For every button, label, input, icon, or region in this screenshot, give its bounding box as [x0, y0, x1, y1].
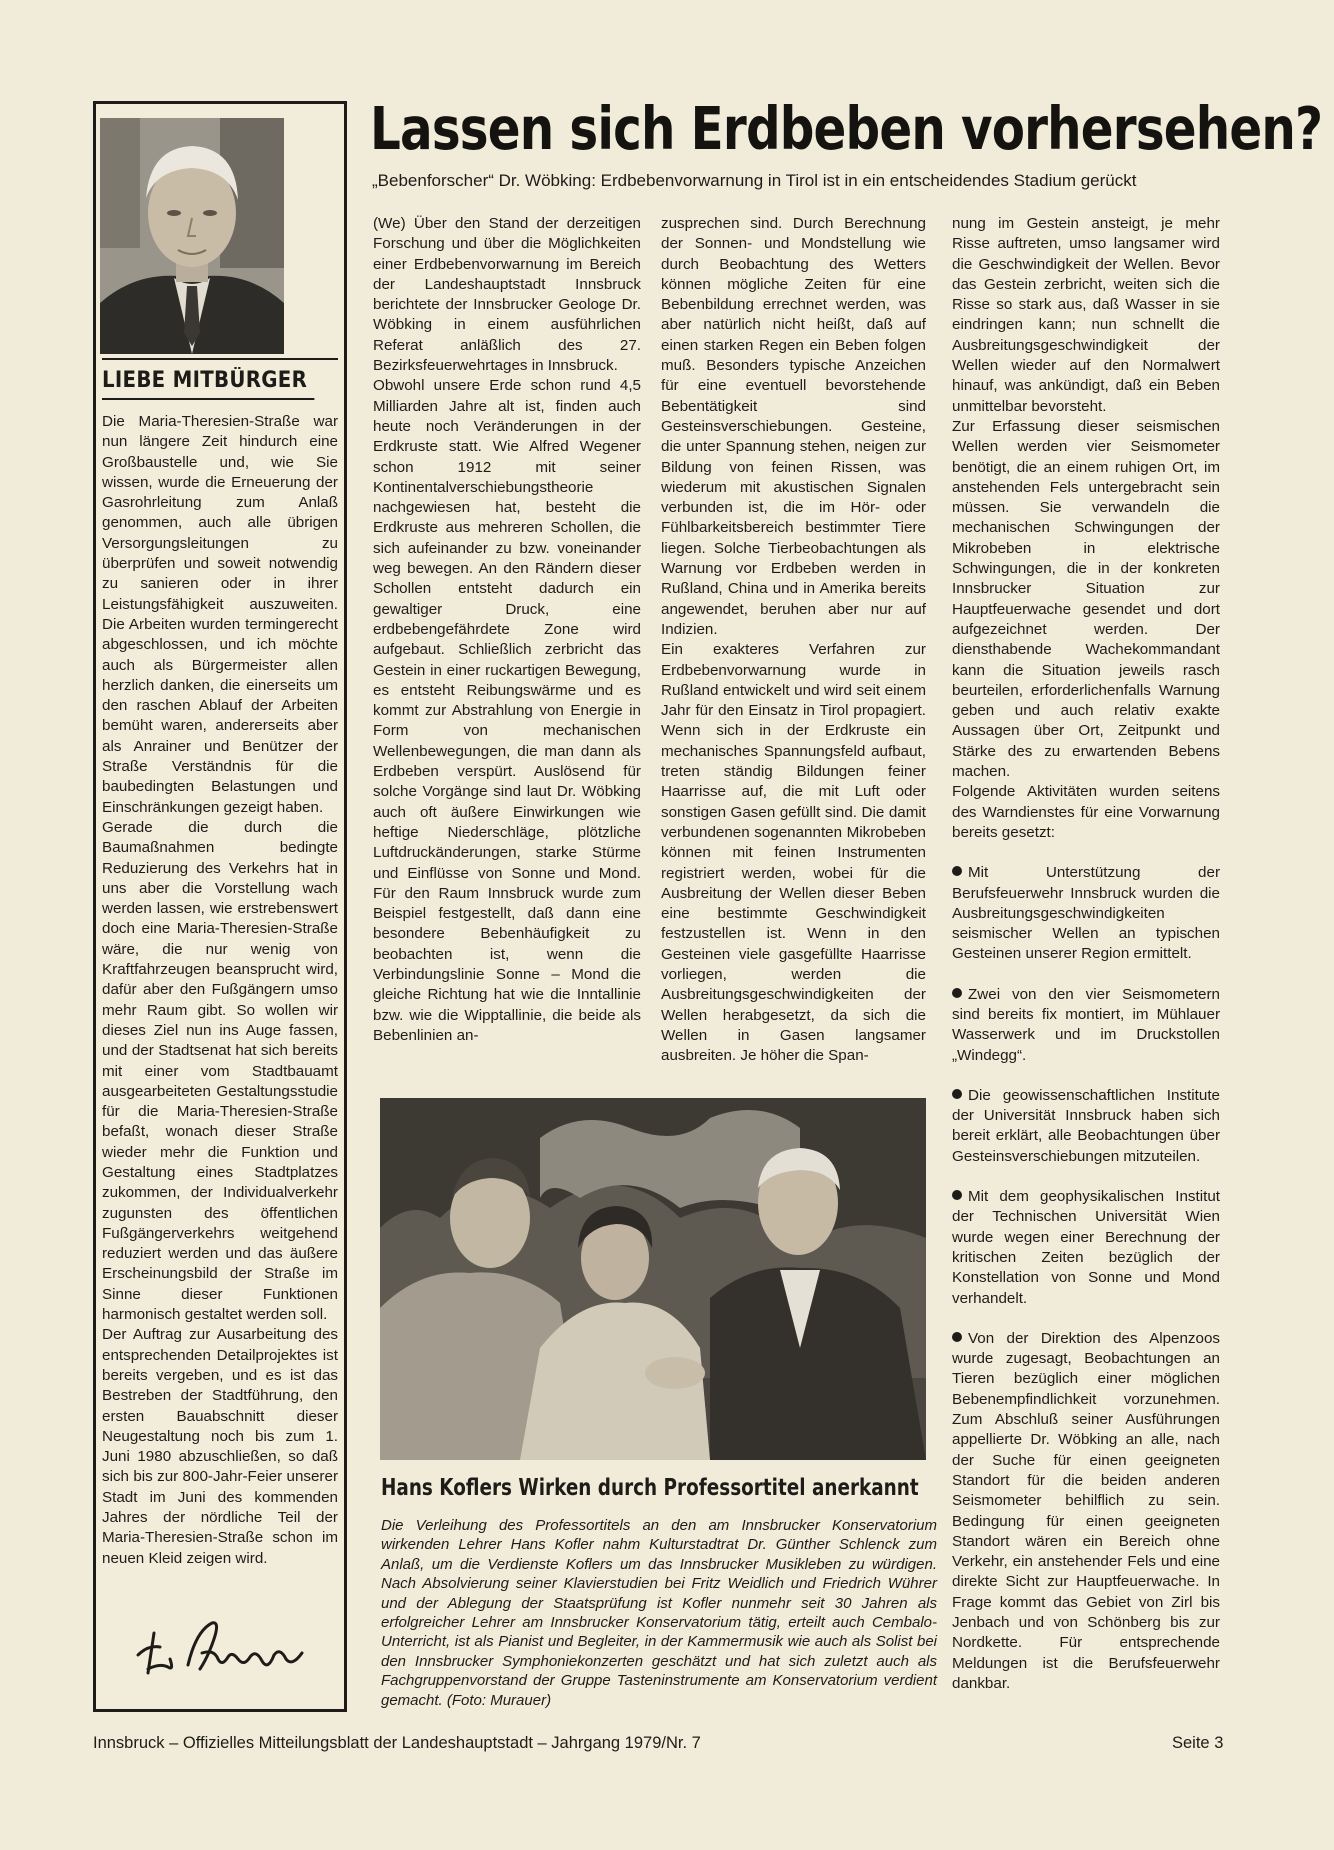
article-paragraph: zusprechen sind. Durch Berechnung der Sonnen- und Mondstellung wie durch Beobachtung des Wetters können mögliche Zeiten für eine Bebenbildung errechnet werden, was aber natürlich nicht heißt, daß auf einen starken Regen ein Beben folgen muß. Besonders typische Anzeichen für eine eventuell bevorstehende Bebentätigkeit sind Gesteinsverschiebungen. Gesteine, die unter Spannung stehen, neigen zur Bildung von feinen Rissen, was wiederum mit akustischen Signalen verbunden ist, die im Hör- oder Fühlbarkeitsbereich bestimmter Tiere liegen. Solche Tierbeobachtungen als Warnung vor Erdbeben werden in Rußland, China und in Amerika bereits angewendet, beruhen aber nur auf Indizien.: [661, 215, 926, 638]
bullet-dot-icon: [952, 1089, 962, 1099]
mayor-signature: [130, 1609, 320, 1684]
bullet-dot-icon: [952, 1190, 962, 1200]
bullet-text: Mit dem geophysikalischen Institut der Technischen Universität Wien wurde wegen einer Berechnung der kritischen Zeiten bezüglich der Konstellation von Sonne und Mond verhandelt.: [952, 1188, 1220, 1307]
bullet-dot-icon: [952, 988, 962, 998]
bullet-text: Zwei von den vier Seismometern sind bereits fix montiert, im Mühlauer Wasserwerk und im Druckstollen „Windegg“.: [952, 985, 1220, 1064]
sidebar-paragraph: Die Maria-Theresien-Straße war nun längere Zeit hindurch eine Großbaustelle und, wie Sie wissen, wurde die Erneuerung der Gasrohrleitung zum Anlaß genommen, auch alle übrigen Versorgungsleitungen zu überprüfen und soweit notwendig zu sanieren oder in ihrer Leistungsfähigkeit auszuweiten. Die Arbeiten wurden termingerecht abgeschlossen, und ich möchte auch als Bürgermeister allen herzlich danken, die einerseits um den raschen Ablauf der Arbeiten bemüht waren, andererseits aber als Anrainer und Benützer der Straße Verständnis für die baubedingten Belastungen und Einschränkungen gezeigt haben.: [102, 413, 338, 816]
bullet-item: [952, 1329, 1220, 1694]
article-subheadline: „Bebenforscher“ Dr. Wöbking: Erdbebenvorwarnung in Tirol ist in ein entscheidendes Stadium gerückt: [372, 171, 1137, 190]
article-paragraph: Zur Erfassung dieser seismischen Wellen werden vier Seismometer benötigt, die an einem ruhigen Ort, im anstehenden Fels untergebracht sein müssen. Sie verwandeln die mechanischen Schwingungen der Mikrobeben in elektrische Schwingungen, die in der konkreten Innsbrucker Situation zur Hauptfeuerwache gesendet und dort aufgezeichnet werden. Der diensthabende Wachekommandant kann die Situation jeweils rasch beurteilen, erforderlichenfalls Warnung geben und auch relativ exakte Aussagen über Ort, Zeitpunkt und Stärke des zu erwartenden Bebens machen.: [952, 417, 1220, 781]
bullet-dot-icon: [952, 1332, 962, 1342]
bullet-item: [952, 1086, 1220, 1167]
ceremony-photo: [380, 1098, 926, 1460]
mayor-portrait-photo: [100, 118, 284, 354]
bullet-item: [952, 985, 1220, 1066]
article-column-3: [952, 214, 1220, 1720]
article-headline: Lassen sich Erdbeben vorhersehen?: [370, 94, 1323, 163]
mayor-letter-box: [93, 101, 347, 1712]
bullet-item: [952, 1187, 1220, 1309]
page-number: Seite 3: [1172, 1734, 1224, 1752]
article-paragraph: Obwohl unsere Erde schon rund 4,5 Milliarden Jahre alt ist, finden auch heute noch Veränderungen in der Erdkruste statt. Wie Alfred Wegener schon 1912 mit seiner Kontinentalverschiebungstheorie nachgewiesen hat, besteht die Erdkruste aus mehreren Schollen, die sich aufeinander zu bzw. voneinander weg bewegen. An den Rändern dieser Schollen entsteht dadurch ein gewaltiger Druck, eine erdbebengefährdete Zone wird aufgebaut. Schließlich zerbricht das Gestein in einer ruckartigen Bewegung, es entsteht Reibungswärme und es kommt zur Abstrahlung von Energie in Form von mechanischen Wellenbewegungen, die man dann als Erdbeben verspürt. Auslösend für solche Vorgänge sind laut Dr. Wöbking auch oft äußere Einwirkungen wie heftige Niederschläge, plötzliche Luftdruckänderungen, starke Stürme und Einflüsse von Sonne und Mond. Für den Raum Innsbruck wurde zum Beispiel festgestellt, daß dann eine besondere Bebenhäufigkeit zu beobachten ist, wenn die Verbindungslinie Sonne – Mond die gleiche Richtung hat wie die Inntallinie bzw. wie die Wipptallinie, die beide als Bebenlinien an-: [373, 377, 641, 1044]
sidebar-heading: LIEBE MITBÜRGER: [102, 364, 314, 400]
bullet-text: Mit Unterstützung der Berufsfeuerwehr Innsbruck wurden die Ausbreitungsgeschwindigkeiten seismischer Wellen an typischen Gesteinen unserer Region ermittelt.: [952, 864, 1220, 963]
article-paragraph: nung im Gestein ansteigt, je mehr Risse auftreten, umso langsamer wird die Geschwindigkeit der Wellen. Bevor das Gestein zerbricht, weiten sich die Risse so stark aus, daß Wasser in sie eindringen kann; nun schnellt die Ausbreitungsgeschwindigkeit der Wellen wieder auf den Normalwert hinauf, was ankündigt, daß ein Beben unmittelbar bevorsteht.: [952, 215, 1220, 415]
bullet-text: Die geowissenschaftlichen Institute der Universität Innsbruck haben sich bereit erklärt, alle Beobachtungen über Gesteinsverschiebungen mitzuteilen.: [952, 1086, 1220, 1165]
article-paragraph: Ein exakteres Verfahren zur Erdbebenvorwarnung wurde in Rußland entwickelt und wird seit einem Jahr für den Einsatz in Tirol propagiert. Wenn sich in der Erdkruste ein mechanisches Spannungsfeld aufbaut, treten ständig Bildungen feiner Haarrisse auf, die mit Luft oder sonstigen Gasen gefüllt sind. Die damit verbundenen sogenannten Mikrobeben können mit feinen Instrumenten registriert werden, wobei für die Ausbreitung der Wellen dieser Beben eine bestimmte Geschwindigkeit festzustellen ist. Wenn in den Gesteinen viele gasgefüllte Haarrisse vorliegen, werden die Ausbreitungsgeschwindigkeiten der Wellen herabgesetzt, da sich die Wellen in Gasen langsamer ausbreiten. Je höher die Span-: [661, 641, 926, 1065]
article-column-1: [373, 214, 641, 1084]
bullet-item: [952, 863, 1220, 964]
sidebar-paragraph: Gerade die durch die Baumaßnahmen bedingte Reduzierung des Verkehrs hat in uns aber die Vorstellung wach werden lassen, wie erstrebenswert doch eine Maria-Theresien-Straße wäre, die nur wenig von Kraftfahrzeugen beansprucht wird, dafür aber den Fußgängern umso mehr Raum gibt. So wollen wir dieses Ziel nun ins Auge fassen, und der Stadtsenat hat sich bereits mit einer vom Stadtbauamt ausgearbeiteten Gestaltungsstudie für die Maria-Theresien-Straße befaßt, wonach dieser Straße wieder mehr die Funktion und Gestaltung eines Stadtplatzes zukommen, der Individualverkehr zugunsten des öffentlichen Fußgängerverkehrs weitgehend reduziert werden und das äußere Erscheinungsbild der Straße im Sinne dieser Funktionen harmonisch gestaltet werden soll.: [102, 818, 338, 1324]
bullet-text: Von der Direktion des Alpenzoos wurde zugesagt, Beobachtungen an Tieren bezüglich einer möglichen Bebenempfindlichkeit vorzunehmen. Zum Abschluß seiner Ausführungen appellierte Dr. Wöbking an alle, nach der Suche für einen geeigneten Standort für die beiden anderen Seismometer behilflich zu sein. Bedingung für einen geeigneten Standort wären ein Bereich ohne Verkehr, ein anstehender Fels und eine direkte Sicht zur Hauptfeuerwache. In Frage kommt das Gebiet von Zirl bis Jenbach und von Schönberg bis zur Nordkette. Für entsprechende Meldungen ist die Berufsfeuerwehr dankbar.: [952, 1329, 1220, 1692]
page-footer-publication: Innsbruck – Offizielles Mitteilungsblatt der Landeshauptstadt – Jahrgang 1979/Nr. 7: [93, 1734, 701, 1752]
sidebar-paragraph: Der Auftrag zur Ausarbeitung des entsprechenden Detailprojektes ist bereits vergeben, und es ist das Bestreben der Stadtführung, den ersten Bauabschnitt dieser Neugestaltung noch bis zum 1. Juni 1980 abzuschließen, so daß sich bis zur 800-Jahr-Feier unserer Stadt im Juni des kommenden Jahres der nördliche Teil der Maria-Theresien-Straße schon im neuen Kleid zeigen wird.: [102, 1326, 338, 1567]
article-paragraph: Folgende Aktivitäten wurden seitens des Warndienstes für eine Vorwarnung bereits gesetzt:: [952, 783, 1220, 841]
bullet-dot-icon: [952, 866, 962, 876]
article-paragraph: (We) Über den Stand der derzeitigen Forschung und über die Möglichkeiten einer Erdbebenvorwarnung im Bereich der Landeshauptstadt Innsbruck berichtete der Innsbrucker Geologe Dr. Wöbking in einem ausführlichen Referat anläßlich des 27. Bezirksfeuerwehrtages in Innsbruck.: [373, 215, 641, 375]
photo-story-title: Hans Koflers Wirken durch Professortitel anerkannt: [381, 1475, 919, 1501]
photo-caption: Die Verleihung des Professortitels an den am Innsbrucker Konservatorium wirkenden Lehrer Hans Kofler nahm Kulturstadtrat Dr. Günther Schlenck zum Anlaß, um die Verdienste Koflers um das Innsbrucker Musikleben zu würdigen. Nach Absolvierung seiner Klavierstudien bei Fritz Weidlich und Friedrich Wührer und der Ablegung der Staatsprüfung ist Kofler nunmehr seit 30 Jahren als erfolgreicher Lehrer am Innsbrucker Konservatorium tätig, erteilt auch Cembalo-Unterricht, ist als Pianist und Begleiter, in der Kammermusik wie auch als Solist bei den Innsbrucker Symphoniekonzerten geschätzt und hat sich zuletzt auch als Fachgruppenvorstand der Gruppe Tasteninstrumente am Konservatorium verdient gemacht. (Foto: Murauer): [381, 1517, 937, 1709]
sidebar-divider: [102, 358, 338, 360]
article-column-2: [661, 214, 926, 1084]
sidebar-body: [102, 412, 338, 1569]
